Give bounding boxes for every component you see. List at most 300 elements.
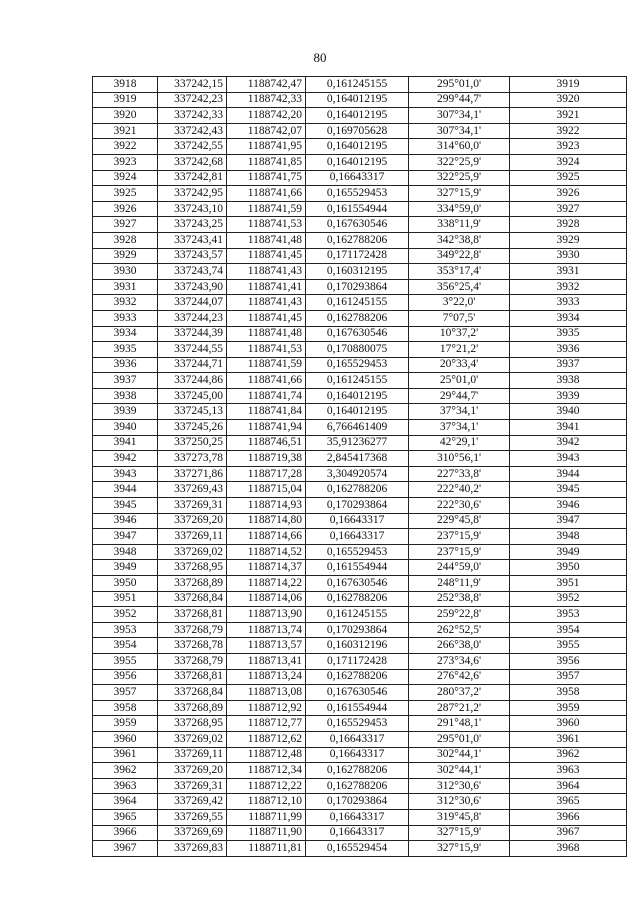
point-number-cell: 3940 [93,420,158,436]
x-coordinate-cell: 337268,89 [158,700,227,716]
next-point-cell: 3929 [510,232,627,248]
table-row [93,388,627,404]
point-number-cell: 3937 [93,373,158,389]
point-number-cell: 3950 [93,576,158,592]
y-coordinate-cell: 1188713,74 [227,622,306,638]
x-coordinate-cell: 337242,81 [158,170,227,186]
table-row [93,763,627,779]
page-number: 80 [313,50,327,65]
distance-cell: 0,161554944 [306,700,409,716]
point-number-cell: 3955 [93,653,158,669]
table-row [93,716,627,732]
next-point-cell: 3963 [510,763,627,779]
next-point-cell: 3951 [510,576,627,592]
table-row [93,498,627,514]
next-point-cell: 3938 [510,373,627,389]
y-coordinate-cell: 1188714,80 [227,513,306,529]
y-coordinate-cell: 1188741,59 [227,357,306,373]
next-point-cell: 3926 [510,186,627,202]
y-coordinate-cell: 1188742,20 [227,108,306,124]
bearing-cell: 302°44,1' [409,747,510,763]
distance-cell: 0,165529453 [306,716,409,732]
x-coordinate-cell: 337268,89 [158,576,227,592]
table-row [93,591,627,607]
x-coordinate-cell: 337243,41 [158,232,227,248]
x-coordinate-cell: 337268,84 [158,685,227,701]
bearing-cell: 252°38,8' [409,591,510,607]
distance-cell: 0,164012195 [306,154,409,170]
x-coordinate-cell: 337242,33 [158,108,227,124]
x-coordinate-cell: 337268,79 [158,653,227,669]
table-row [93,778,627,794]
distance-cell: 0,162788206 [306,482,409,498]
table-row [93,638,627,654]
table-row [93,279,627,295]
bearing-cell: 229°45,8' [409,513,510,529]
bearing-cell: 349°22,8' [409,248,510,264]
distance-cell: 0,16643317 [306,731,409,747]
next-point-cell: 3960 [510,716,627,732]
table-row [93,108,627,124]
point-number-cell: 3929 [93,248,158,264]
y-coordinate-cell: 1188741,95 [227,139,306,155]
distance-cell: 0,165529453 [306,186,409,202]
bearing-cell: 25°01,0' [409,373,510,389]
distance-cell: 0,170293864 [306,794,409,810]
table-row [93,482,627,498]
next-point-cell: 3921 [510,108,627,124]
distance-cell: 0,171172428 [306,248,409,264]
point-number-cell: 3946 [93,513,158,529]
next-point-cell: 3956 [510,653,627,669]
x-coordinate-cell: 337244,71 [158,357,227,373]
x-coordinate-cell: 337269,55 [158,809,227,825]
table-row [93,217,627,233]
x-coordinate-cell: 337269,11 [158,747,227,763]
distance-cell: 0,170293864 [306,279,409,295]
x-coordinate-cell: 337242,95 [158,186,227,202]
point-number-cell: 3936 [93,357,158,373]
x-coordinate-cell: 337269,11 [158,529,227,545]
table-row [93,544,627,560]
next-point-cell: 3928 [510,217,627,233]
table-row [93,295,627,311]
distance-cell: 2,845417368 [306,451,409,467]
point-number-cell: 3958 [93,700,158,716]
x-coordinate-cell: 337269,20 [158,513,227,529]
y-coordinate-cell: 1188741,75 [227,170,306,186]
y-coordinate-cell: 1188719,38 [227,451,306,467]
y-coordinate-cell: 1188713,41 [227,653,306,669]
table-row [93,529,627,545]
y-coordinate-cell: 1188712,48 [227,747,306,763]
y-coordinate-cell: 1188712,92 [227,700,306,716]
point-number-cell: 3934 [93,326,158,342]
x-coordinate-cell: 337269,83 [158,841,227,857]
point-number-cell: 3942 [93,451,158,467]
point-number-cell: 3921 [93,123,158,139]
bearing-cell: 322°25,9' [409,170,510,186]
table-row [93,154,627,170]
next-point-cell: 3955 [510,638,627,654]
next-point-cell: 3937 [510,357,627,373]
point-number-cell: 3945 [93,498,158,514]
point-number-cell: 3966 [93,825,158,841]
x-coordinate-cell: 337244,55 [158,342,227,358]
table-row [93,92,627,108]
next-point-cell: 3949 [510,544,627,560]
point-number-cell: 3961 [93,747,158,763]
next-point-cell: 3961 [510,731,627,747]
bearing-cell: 273°34,6' [409,653,510,669]
y-coordinate-cell: 1188715,04 [227,482,306,498]
bearing-cell: 237°15,9' [409,544,510,560]
next-point-cell: 3947 [510,513,627,529]
y-coordinate-cell: 1188713,57 [227,638,306,654]
next-point-cell: 3923 [510,139,627,155]
table-row [93,794,627,810]
y-coordinate-cell: 1188714,37 [227,560,306,576]
point-number-cell: 3956 [93,669,158,685]
point-number-cell: 3948 [93,544,158,560]
next-point-cell: 3941 [510,420,627,436]
distance-cell: 0,16643317 [306,825,409,841]
table-row [93,669,627,685]
point-number-cell: 3949 [93,560,158,576]
table-row [93,576,627,592]
point-number-cell: 3928 [93,232,158,248]
next-point-cell: 3944 [510,466,627,482]
table-row [93,607,627,623]
point-number-cell: 3924 [93,170,158,186]
next-point-cell: 3958 [510,685,627,701]
next-point-cell: 3967 [510,825,627,841]
table-row [93,809,627,825]
bearing-cell: 37°34,1' [409,420,510,436]
y-coordinate-cell: 1188714,66 [227,529,306,545]
bearing-cell: 319°45,8' [409,809,510,825]
next-point-cell: 3919 [510,77,627,93]
distance-cell: 0,170880075 [306,342,409,358]
x-coordinate-cell: 337243,90 [158,279,227,295]
next-point-cell: 3936 [510,342,627,358]
y-coordinate-cell: 1188742,33 [227,92,306,108]
table-row [93,685,627,701]
bearing-cell: 276°42,6' [409,669,510,685]
distance-cell: 0,16643317 [306,529,409,545]
bearing-cell: 10°37,2' [409,326,510,342]
y-coordinate-cell: 1188741,45 [227,310,306,326]
point-number-cell: 3954 [93,638,158,654]
table-row [93,342,627,358]
distance-cell: 0,171172428 [306,653,409,669]
next-point-cell: 3925 [510,170,627,186]
distance-cell: 0,169705628 [306,123,409,139]
next-point-cell: 3932 [510,279,627,295]
y-coordinate-cell: 1188741,45 [227,248,306,264]
point-number-cell: 3947 [93,529,158,545]
point-number-cell: 3935 [93,342,158,358]
next-point-cell: 3924 [510,154,627,170]
distance-cell: 0,16643317 [306,170,409,186]
y-coordinate-cell: 1188741,66 [227,186,306,202]
table-row [93,232,627,248]
bearing-cell: 307°34,1' [409,123,510,139]
next-point-cell: 3945 [510,482,627,498]
next-point-cell: 3934 [510,310,627,326]
distance-cell: 0,160312196 [306,638,409,654]
bearing-cell: 287°21,2' [409,700,510,716]
y-coordinate-cell: 1188741,43 [227,264,306,280]
next-point-cell: 3950 [510,560,627,576]
y-coordinate-cell: 1188741,53 [227,217,306,233]
y-coordinate-cell: 1188713,08 [227,685,306,701]
x-coordinate-cell: 337245,26 [158,420,227,436]
bearing-cell: 307°34,1' [409,108,510,124]
x-coordinate-cell: 337243,10 [158,201,227,217]
y-coordinate-cell: 1188712,77 [227,716,306,732]
next-point-cell: 3959 [510,700,627,716]
distance-cell: 0,164012195 [306,388,409,404]
distance-cell: 0,162788206 [306,669,409,685]
point-number-cell: 3943 [93,466,158,482]
distance-cell: 0,162788206 [306,591,409,607]
x-coordinate-cell: 337269,43 [158,482,227,498]
distance-cell: 0,165529453 [306,357,409,373]
distance-cell: 0,167630546 [306,576,409,592]
point-number-cell: 3959 [93,716,158,732]
point-number-cell: 3965 [93,809,158,825]
point-number-cell: 3967 [93,841,158,857]
table-row [93,139,627,155]
next-point-cell: 3952 [510,591,627,607]
y-coordinate-cell: 1188717,28 [227,466,306,482]
next-point-cell: 3957 [510,669,627,685]
point-number-cell: 3932 [93,295,158,311]
table-row [93,841,627,857]
table-row [93,466,627,482]
point-number-cell: 3939 [93,404,158,420]
point-number-cell: 3953 [93,622,158,638]
bearing-cell: 327°15,9' [409,841,510,857]
next-point-cell: 3933 [510,295,627,311]
next-point-cell: 3922 [510,123,627,139]
bearing-cell: 222°30,6' [409,498,510,514]
table-row [93,201,627,217]
bearing-cell: 237°15,9' [409,529,510,545]
bearing-cell: 266°38,0' [409,638,510,654]
x-coordinate-cell: 337268,95 [158,560,227,576]
next-point-cell: 3943 [510,451,627,467]
y-coordinate-cell: 1188714,52 [227,544,306,560]
point-number-cell: 3938 [93,388,158,404]
distance-cell: 0,170293864 [306,498,409,514]
x-coordinate-cell: 337243,74 [158,264,227,280]
x-coordinate-cell: 337244,23 [158,310,227,326]
distance-cell: 0,161245155 [306,607,409,623]
point-number-cell: 3962 [93,763,158,779]
x-coordinate-cell: 337244,39 [158,326,227,342]
table-row [93,373,627,389]
next-point-cell: 3920 [510,92,627,108]
bearing-cell: 327°15,9' [409,186,510,202]
next-point-cell: 3930 [510,248,627,264]
distance-cell: 0,162788206 [306,310,409,326]
bearing-cell: 312°30,6' [409,778,510,794]
x-coordinate-cell: 337243,57 [158,248,227,264]
bearing-cell: 227°33,8' [409,466,510,482]
y-coordinate-cell: 1188741,41 [227,279,306,295]
x-coordinate-cell: 337271,86 [158,466,227,482]
y-coordinate-cell: 1188711,90 [227,825,306,841]
y-coordinate-cell: 1188741,43 [227,295,306,311]
bearing-cell: 295°01,0' [409,731,510,747]
distance-cell: 0,165529453 [306,544,409,560]
point-number-cell: 3919 [93,92,158,108]
x-coordinate-cell: 337273,78 [158,451,227,467]
table-row [93,435,627,451]
next-point-cell: 3968 [510,841,627,857]
bearing-cell: 29°44,7' [409,388,510,404]
distance-cell: 0,170293864 [306,622,409,638]
x-coordinate-cell: 337269,20 [158,763,227,779]
bearing-cell: 37°34,1' [409,404,510,420]
distance-cell: 0,160312195 [306,264,409,280]
next-point-cell: 3966 [510,809,627,825]
point-number-cell: 3952 [93,607,158,623]
table-row [93,77,627,93]
next-point-cell: 3940 [510,404,627,420]
bearing-cell: 310°56,1' [409,451,510,467]
x-coordinate-cell: 337245,00 [158,388,227,404]
distance-cell: 0,167630546 [306,685,409,701]
bearing-cell: 314°60,0' [409,139,510,155]
y-coordinate-cell: 1188741,74 [227,388,306,404]
y-coordinate-cell: 1188746,51 [227,435,306,451]
point-number-cell: 3926 [93,201,158,217]
next-point-cell: 3964 [510,778,627,794]
y-coordinate-cell: 1188741,48 [227,326,306,342]
y-coordinate-cell: 1188741,59 [227,201,306,217]
distance-cell: 0,16643317 [306,513,409,529]
table-row [93,310,627,326]
y-coordinate-cell: 1188712,10 [227,794,306,810]
bearing-cell: 3°22,0' [409,295,510,311]
x-coordinate-cell: 337245,13 [158,404,227,420]
point-number-cell: 3960 [93,731,158,747]
y-coordinate-cell: 1188714,06 [227,591,306,607]
next-point-cell: 3931 [510,264,627,280]
x-coordinate-cell: 337268,79 [158,622,227,638]
x-coordinate-cell: 337242,43 [158,123,227,139]
bearing-cell: 42°29,1' [409,435,510,451]
distance-cell: 0,162788206 [306,778,409,794]
x-coordinate-cell: 337250,25 [158,435,227,451]
table-row [93,170,627,186]
table-row [93,420,627,436]
point-number-cell: 3963 [93,778,158,794]
table-row [93,326,627,342]
y-coordinate-cell: 1188714,22 [227,576,306,592]
point-number-cell: 3930 [93,264,158,280]
x-coordinate-cell: 337268,95 [158,716,227,732]
x-coordinate-cell: 337269,02 [158,731,227,747]
y-coordinate-cell: 1188711,81 [227,841,306,857]
next-point-cell: 3953 [510,607,627,623]
distance-cell: 0,161245155 [306,77,409,93]
table-row [93,747,627,763]
x-coordinate-cell: 337269,31 [158,778,227,794]
x-coordinate-cell: 337244,86 [158,373,227,389]
y-coordinate-cell: 1188741,66 [227,373,306,389]
bearing-cell: 262°52,5' [409,622,510,638]
bearing-cell: 342°38,8' [409,232,510,248]
x-coordinate-cell: 337268,81 [158,607,227,623]
next-point-cell: 3948 [510,529,627,545]
distance-cell: 0,16643317 [306,809,409,825]
distance-cell: 0,164012195 [306,92,409,108]
distance-cell: 0,161245155 [306,295,409,311]
table-row [93,731,627,747]
bearing-cell: 356°25,4' [409,279,510,295]
y-coordinate-cell: 1188741,94 [227,420,306,436]
y-coordinate-cell: 1188712,62 [227,731,306,747]
next-point-cell: 3962 [510,747,627,763]
next-point-cell: 3946 [510,498,627,514]
bearing-cell: 291°48,1' [409,716,510,732]
distance-cell: 0,167630546 [306,326,409,342]
x-coordinate-cell: 337269,69 [158,825,227,841]
table-row [93,513,627,529]
bearing-cell: 302°44,1' [409,763,510,779]
table-row [93,560,627,576]
bearing-cell: 299°44,7' [409,92,510,108]
y-coordinate-cell: 1188712,22 [227,778,306,794]
bearing-cell: 244°59,0' [409,560,510,576]
table-row [93,622,627,638]
y-coordinate-cell: 1188741,48 [227,232,306,248]
table-row [93,653,627,669]
bearing-cell: 338°11,9' [409,217,510,233]
distance-cell: 3,304920574 [306,466,409,482]
point-number-cell: 3920 [93,108,158,124]
x-coordinate-cell: 337244,07 [158,295,227,311]
bearing-cell: 248°11,9' [409,576,510,592]
y-coordinate-cell: 1188712,34 [227,763,306,779]
table-row [93,186,627,202]
distance-cell: 0,167630546 [306,217,409,233]
x-coordinate-cell: 337243,25 [158,217,227,233]
point-number-cell: 3957 [93,685,158,701]
distance-cell: 0,164012195 [306,404,409,420]
distance-cell: 0,162788206 [306,763,409,779]
table-row [93,264,627,280]
distance-cell: 6,766461409 [306,420,409,436]
distance-cell: 0,164012195 [306,108,409,124]
bearing-cell: 334°59,0' [409,201,510,217]
next-point-cell: 3927 [510,201,627,217]
distance-cell: 0,164012195 [306,139,409,155]
table-row [93,123,627,139]
distance-cell: 35,91236277 [306,435,409,451]
bearing-cell: 280°37,2' [409,685,510,701]
y-coordinate-cell: 1188711,99 [227,809,306,825]
bearing-cell: 327°15,9' [409,825,510,841]
x-coordinate-cell: 337268,84 [158,591,227,607]
bearing-cell: 7°07,5' [409,310,510,326]
table-row [93,700,627,716]
point-number-cell: 3931 [93,279,158,295]
